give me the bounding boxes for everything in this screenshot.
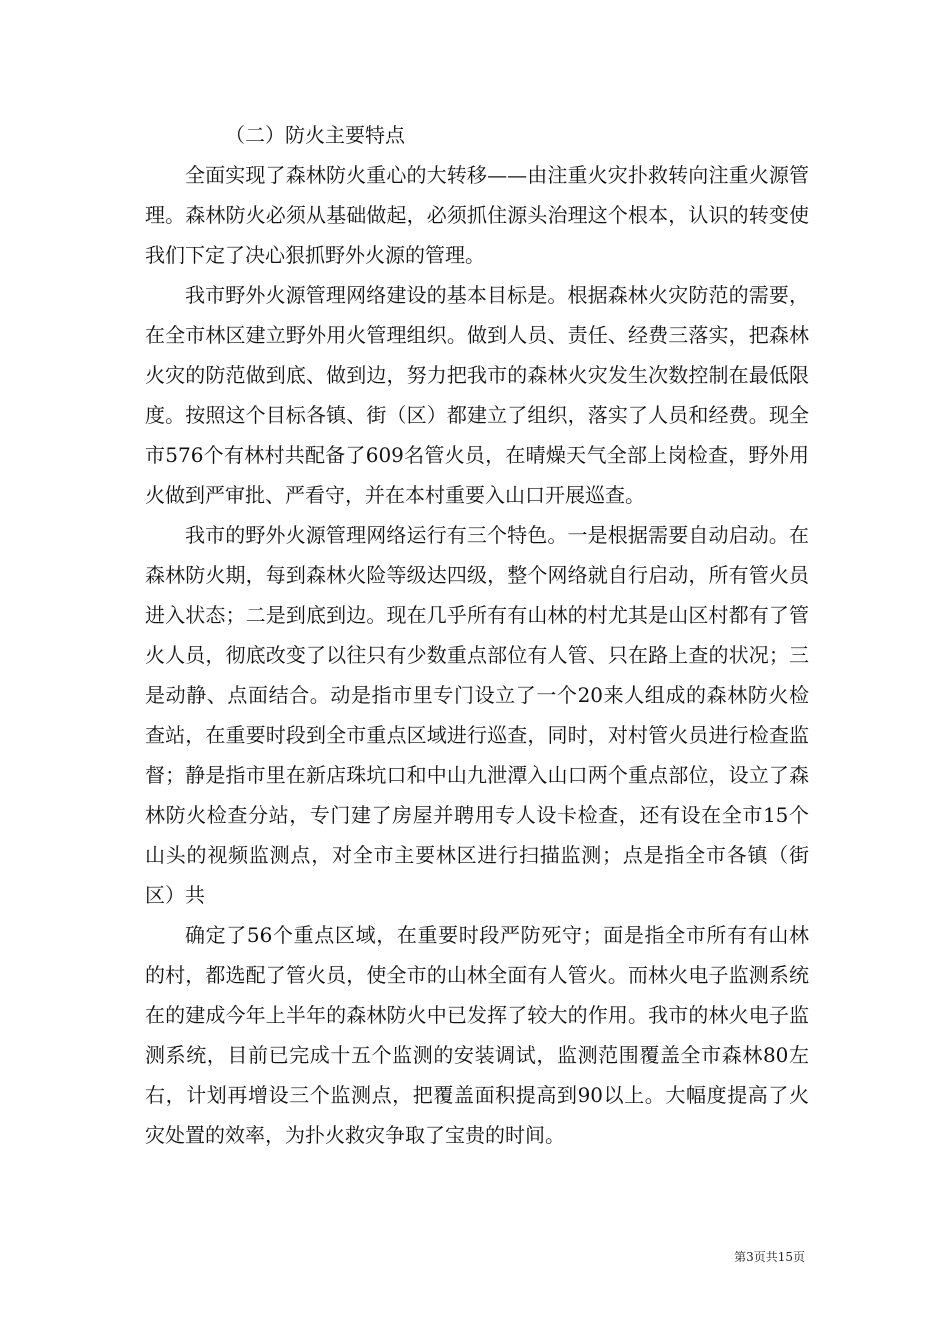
paragraph: 我市野外火源管理网络建设的基本目标是。根据森林火灾防范的需要，在全市林区建立野外用火管理组织。做到人员、责任、经费三落实，把森林火灾的防范做到底、做到边，努力把我市的森林火灾发生次数控制在最低限度。按照这个目标各镇、街（区）都建立了组织，落实了人员和经费。现全市576个有林村共配备了609名管火员，在晴燥天气全部上岗检查，野外用火做到严审批、严看守，并在本村重要入山口开展巡查。 xyxy=(145,283,809,507)
section-heading: （二）防火主要特点 xyxy=(225,123,405,147)
document-body xyxy=(145,115,809,1155)
paragraph: 我市的野外火源管理网络运行有三个特色。一是根据需要自动启动。在森林防火期，每到森林火险等级达四级，整个网络就自行启动，所有管火员进入状态；二是到底到边。现在几乎所有有山林的村尤其是山区村都有了管火人员，彻底改变了以往只有少数重点部位有人管、只在路上查的状况；三是动静、点面结合。动是指市里专门设立了一个20来人组成的森林防火检查站，在重要时段到全市重点区域进行巡查，同时，对村管火员进行检查监督；静是指市里在新店珠坑口和中山九泄潭入山口两个重点部位，设立了森林防火检查分站，专门建了房屋并聘用专人设卡检查，还有设在全市15个山头的视频监测点，对全市主要林区进行扫描监测；点是指全市各镇（街区）共 xyxy=(145,523,809,907)
paragraph: 全面实现了森林防火重心的大转移——由注重火灾扑救转向注重火源管理。森林防火必须从基础做起，必须抓住源头治理这个根本，认识的转变使我们下定了决心狠抓野外火源的管理。 xyxy=(145,163,809,267)
page-number: 第3页共15页 xyxy=(734,1250,805,1264)
paragraph: 确定了56个重点区域，在重要时段严防死守；面是指全市所有有山林的村，都选配了管火员，使全市的山林全面有人管火。而林火电子监测系统在的建成今年上半年的森林防火中已发挥了较大的作用。我市的林火电子监测系统，目前已完成十五个监测的安装调试，监测范围覆盖全市森林80左右，计划再增设三个监测点，把覆盖面积提高到90以上。大幅度提高了火灾处置的效率，为扑火救灾争取了宝贵的时间。 xyxy=(145,923,809,1147)
